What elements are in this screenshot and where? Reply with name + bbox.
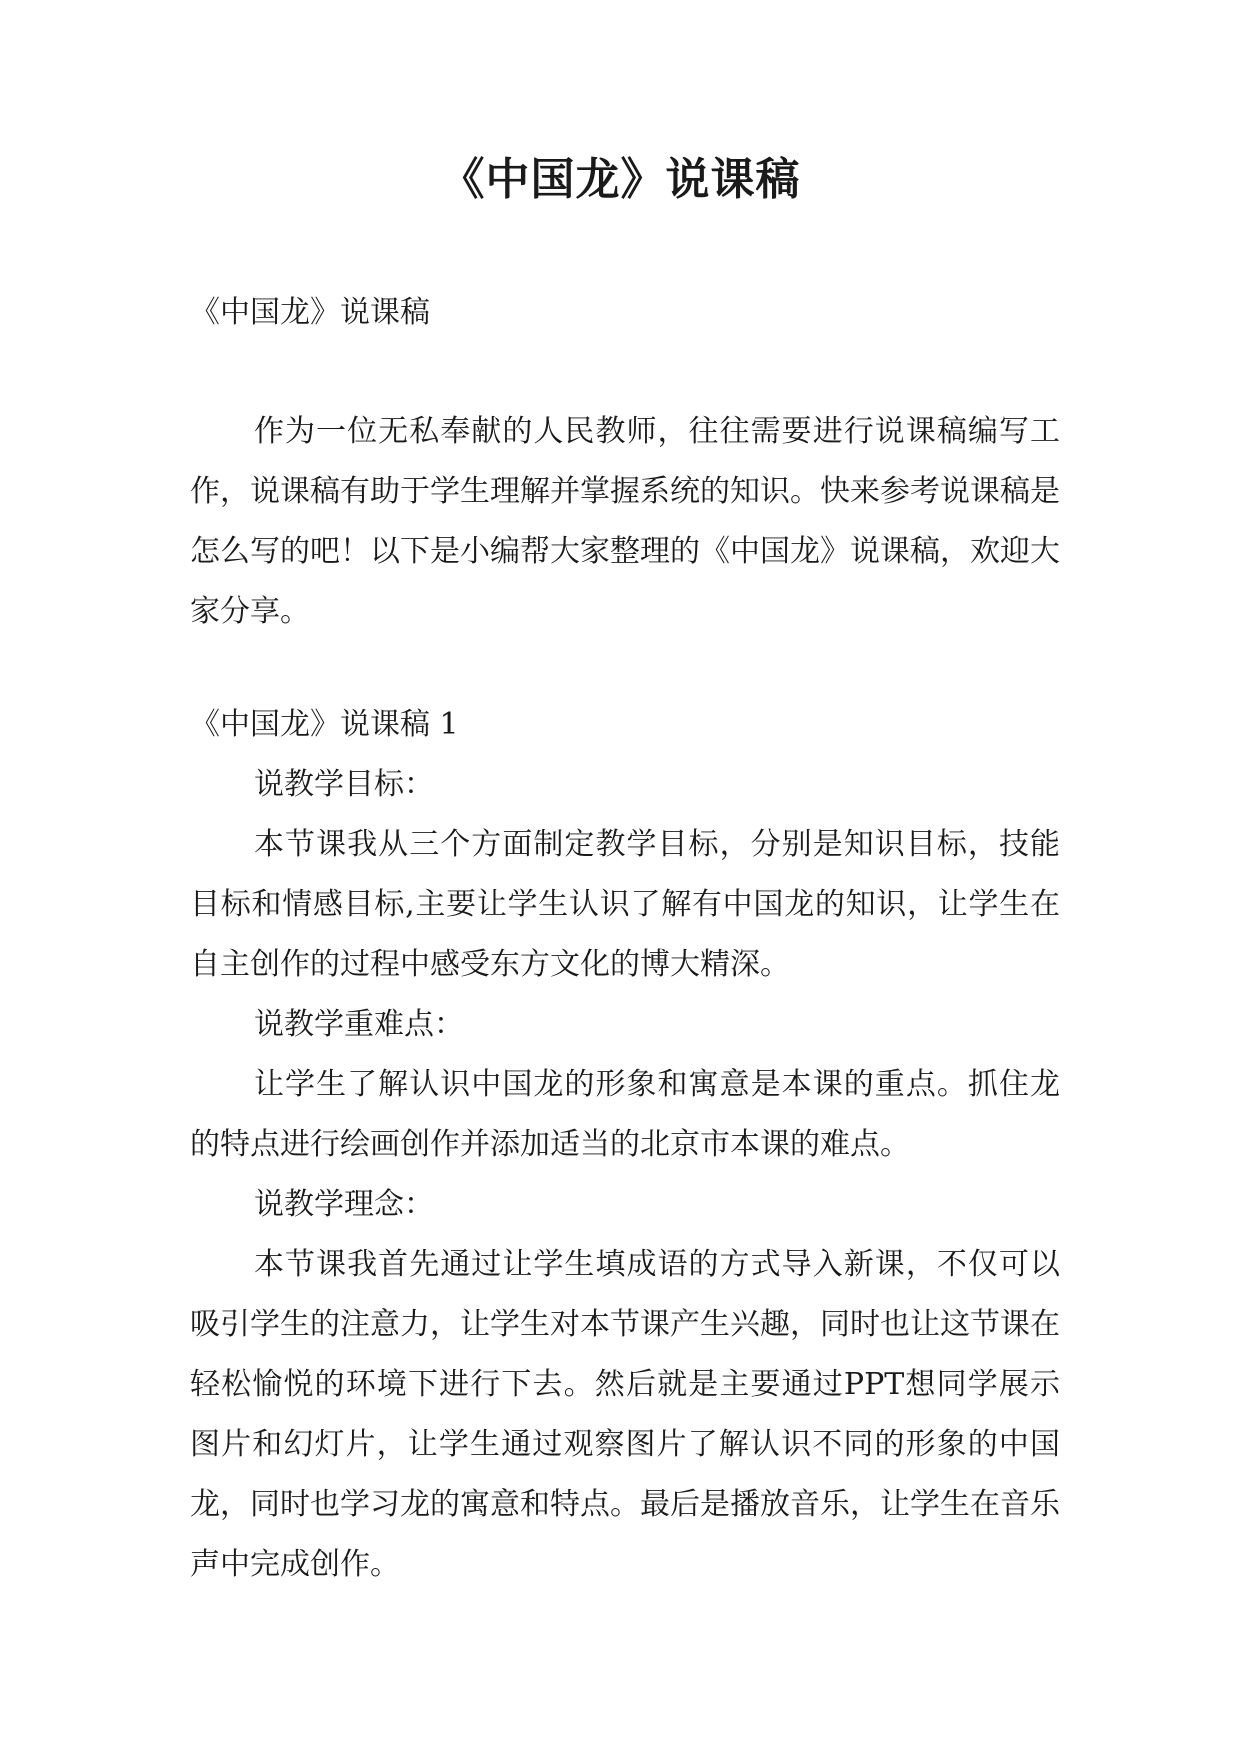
- teaching-philosophy-heading: 说教学理念：: [254, 1187, 434, 1222]
- teaching-goal-heading: 说教学目标：: [254, 767, 434, 802]
- key-points-paragraph: 让学生了解认识中国龙的形象和寓意是本课的重点。抓住龙的特点进行绘画创作并添加适当的北京市本课的难点。: [190, 1067, 1060, 1162]
- section-heading: 《中国龙》说课稿 1: [190, 707, 459, 742]
- intro-paragraph: 作为一位无私奉献的人民教师，往往需要进行说课稿编写工作，说课稿有助于学生理解并掌握系统的知识。快来参考说课稿是怎么写的吧！以下是小编帮大家整理的《中国龙》说课稿，欢迎大家分享。: [190, 414, 1060, 629]
- teaching-goal-paragraph: 本节课我从三个方面制定教学目标，分别是知识目标，技能目标和情感目标,主要让学生认识了解有中国龙的知识，让学生在自主创作的过程中感受东方文化的博大精深。: [190, 827, 1060, 982]
- teaching-philosophy-paragraph: 本节课我首先通过让学生填成语的方式导入新课，不仅可以吸引学生的注意力，让学生对本节课产生兴趣，同时也让这节课在轻松愉悦的环境下进行下去。然后就是主要通过PPT想同学展示图片和幻灯片，让学生通过观察图片了解认识不同的形象的中国龙，同时也学习龙的寓意和特点。最后是播放音乐，让学生在音乐声中完成创作。: [190, 1247, 1060, 1582]
- key-points-heading: 说教学重难点：: [254, 1007, 464, 1042]
- section-1: [190, 695, 1060, 1595]
- document-title: 《中国龙》说课稿: [440, 154, 801, 205]
- document-subtitle: 《中国龙》说课稿: [190, 295, 430, 330]
